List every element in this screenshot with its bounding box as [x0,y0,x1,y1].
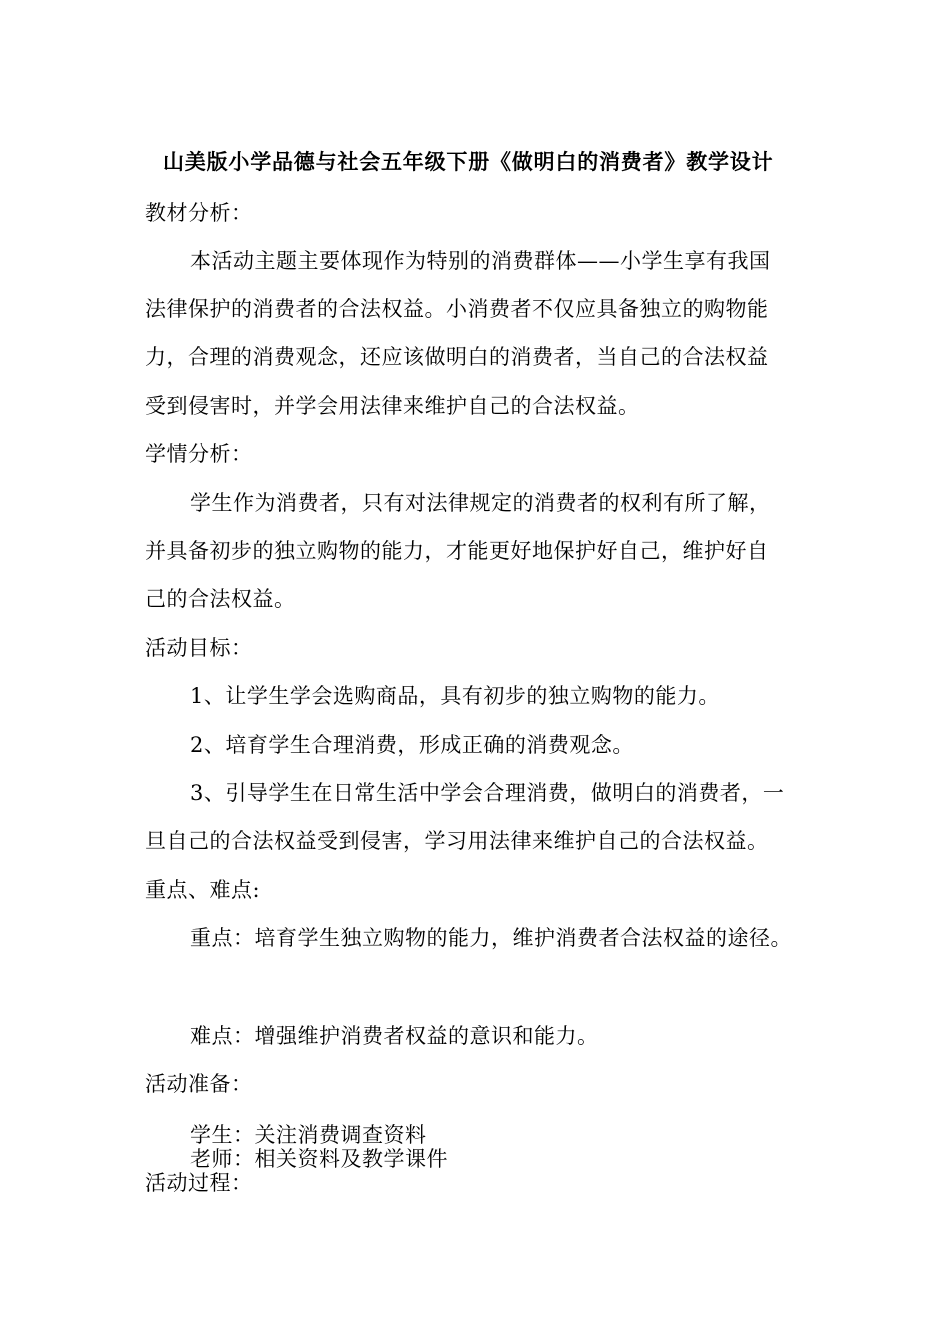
preparation-teacher: 老师：相关资料及教学课件 [190,1147,448,1171]
goal-item-continuation: 旦自己的合法权益受到侵害，学习用法律来维护自己的合法权益。 [145,829,769,853]
paragraph-line: 学生作为消费者，只有对法律规定的消费者的权利有所了解， [190,491,771,515]
paragraph-line: 受到侵害时，并学会用法律来维护自己的合法权益。 [145,394,640,418]
paragraph-line: 并具备初步的独立购物的能力，才能更好地保护好自己，维护好自 [145,539,769,563]
document-title: 山美版小学品德与社会五年级下册《做明白的消费者》教学设计 [163,149,774,174]
goal-item: 2、培育学生合理消费，形成正确的消费观念。 [190,733,634,757]
paragraph-line: 己的合法权益。 [145,587,296,611]
goal-item: 3、引导学生在日常生活中学会合理消费，做明白的消费者，一 [190,781,785,805]
section-heading-student-analysis: 学情分析： [145,442,253,466]
section-heading-textbook-analysis: 教材分析： [145,201,253,225]
difficulty-point: 难点：增强维护消费者权益的意识和能力。 [190,1024,599,1048]
paragraph-line: 本活动主题主要体现作为特别的消费群体——小学生享有我国 [190,249,771,273]
section-heading-process: 活动过程： [145,1171,253,1195]
section-heading-preparation: 活动准备： [145,1072,253,1096]
paragraph-line: 法律保护的消费者的合法权益。小消费者不仅应具备独立的购物能 [145,297,769,321]
goal-item: 1、让学生学会选购商品，具有初步的独立购物的能力。 [190,684,720,708]
key-point: 重点：培育学生独立购物的能力，维护消费者合法权益的途径。 [190,926,792,950]
preparation-students: 学生：关注消费调查资料 [190,1123,427,1147]
section-heading-key-points: 重点、难点: [145,878,261,902]
paragraph-line: 力，合理的消费观念，还应该做明白的消费者，当自己的合法权益 [145,345,769,369]
section-heading-activity-goals: 活动目标： [145,636,253,660]
